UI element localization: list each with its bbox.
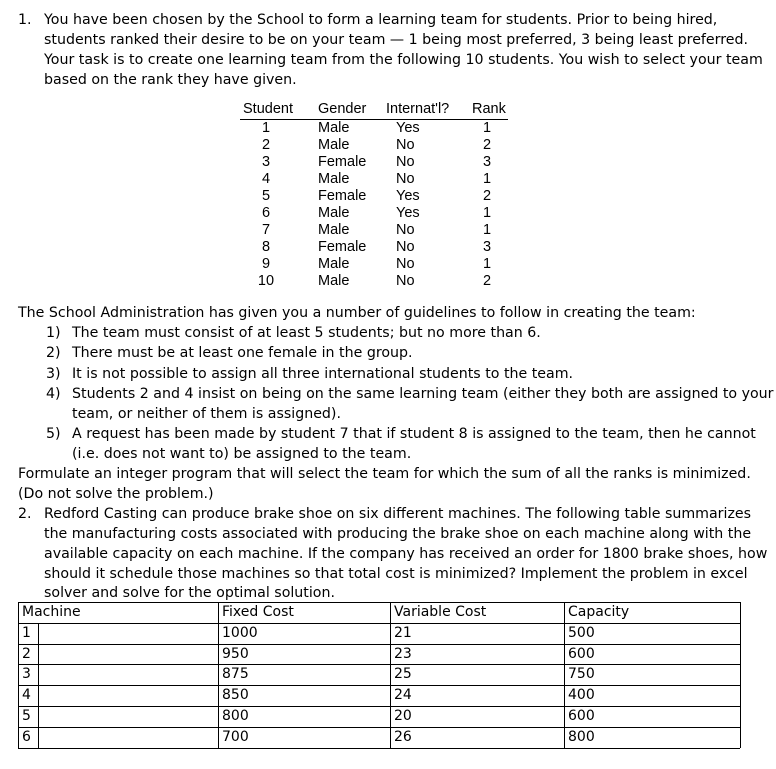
student-gender: Male [318, 171, 350, 187]
machine-table-row-rule [18, 644, 740, 645]
problem-2-text-line-2: the manufacturing costs associated with producing the brake shoe on each machine along with the [44, 526, 752, 542]
student-number: 3 [261, 154, 271, 170]
machine-table-column-rule [564, 602, 565, 748]
student-international: Yes [396, 188, 420, 204]
student-gender: Female [318, 154, 367, 170]
problem-2-number: 2. [18, 506, 32, 522]
student-rank: 2 [482, 137, 492, 153]
problem-2-text-line-4: should it schedule those machines so that total cost is minimized? Implement the problem in excel [44, 566, 748, 582]
problem-2-text-line-3: available capacity on each machine. If the company has received an order for 1800 brake shoes, how [44, 546, 768, 562]
student-table-header-student: Student [243, 101, 293, 117]
problem-2-text-line-5: solver and solve for the optimal solution. [44, 585, 335, 601]
student-rank: 2 [482, 188, 492, 204]
guideline-1-number: 1) [46, 325, 61, 341]
machine-table-column-rule [18, 602, 19, 748]
variable-cost-cell: 21 [394, 624, 412, 641]
machine-table-column-rule [390, 602, 391, 748]
student-gender: Male [318, 273, 350, 289]
student-gender: Male [318, 222, 350, 238]
guideline-2-text: There must be at least one female in the group. [72, 345, 413, 361]
student-rank: 3 [482, 239, 492, 255]
machine-id-cell: 4 [22, 687, 31, 704]
problem-1-text-line-4: based on the rank they have given. [44, 72, 297, 88]
variable-cost-cell: 23 [394, 645, 412, 662]
student-number: 1 [261, 120, 271, 136]
guideline-4-number: 4) [46, 386, 61, 402]
machine-table-header-cell: Capacity [568, 604, 630, 620]
variable-cost-cell: 25 [394, 666, 412, 683]
guideline-4-text-line-1: Students 2 and 4 insist on being on the same learning team (either they both are assigned to your [72, 386, 774, 402]
machine-table-header-cell: Fixed Cost [222, 604, 294, 620]
student-number: 10 [257, 273, 275, 289]
machine-table-row-rule [18, 748, 740, 749]
machine-id-cell: 6 [22, 728, 31, 745]
fixed-cost-cell: 800 [222, 708, 249, 724]
student-number: 8 [261, 239, 271, 255]
student-rank: 1 [482, 256, 492, 272]
capacity-cell: 750 [568, 666, 595, 683]
student-table-header-rank: Rank [472, 101, 506, 117]
guideline-1-text: The team must consist of at least 5 students; but no more than 6. [72, 325, 541, 341]
student-gender: Male [318, 120, 350, 136]
machine-table-header-cell: Machine [22, 604, 81, 620]
machine-table-column-rule [218, 602, 219, 748]
variable-cost-cell: 20 [394, 708, 412, 724]
student-international: No [396, 256, 415, 272]
student-rank: 2 [482, 273, 492, 289]
student-gender: Male [318, 256, 350, 272]
student-table-header-gender: Gender [318, 101, 367, 117]
student-table-header-international: Internat'l? [386, 101, 450, 117]
student-gender: Female [318, 188, 367, 204]
student-international: Yes [396, 205, 420, 221]
machine-table-column-rule [740, 602, 741, 748]
fixed-cost-cell: 950 [222, 645, 249, 662]
problem-1-text-line-1: You have been chosen by the School to form a learning team for students. Prior to being hired, [44, 12, 718, 28]
problem-2-text-line-1: Redford Casting can produce brake shoe on six different machines. The following table summarizes [44, 506, 752, 522]
student-rank: 1 [482, 120, 492, 136]
student-number: 9 [261, 256, 271, 272]
student-international: No [396, 273, 415, 289]
student-rank: 1 [482, 222, 492, 238]
guideline-2-number: 2) [46, 345, 61, 361]
machine-id-cell: 2 [22, 645, 31, 662]
closing-line-2: (Do not solve the problem.) [18, 486, 214, 502]
student-rank: 1 [482, 205, 492, 221]
guideline-5-text-line-2: (i.e. does not want to) be assigned to the team. [72, 446, 412, 462]
problem-1-text-line-3: Your task is to create one learning team from the following 10 students. You wish to select your team [44, 52, 763, 68]
variable-cost-cell: 24 [394, 687, 412, 704]
machine-table-header-cell: Variable Cost [394, 604, 487, 620]
student-international: No [396, 222, 415, 238]
guideline-3-number: 3) [46, 366, 61, 382]
machine-table [18, 602, 740, 750]
guidelines-intro: The School Administration has given you a number of guidelines to follow in creating the team: [18, 305, 696, 321]
student-international: No [396, 137, 415, 153]
student-number: 6 [261, 205, 271, 221]
fixed-cost-cell: 850 [222, 687, 249, 704]
problem-1-number: 1. [18, 12, 32, 28]
variable-cost-cell: 26 [394, 728, 412, 745]
fixed-cost-cell: 875 [222, 666, 249, 683]
machine-table-index-rule [38, 623, 39, 748]
fixed-cost-cell: 700 [222, 728, 249, 745]
student-international: No [396, 239, 415, 255]
student-number: 5 [261, 188, 271, 204]
guideline-4-text-line-2: team, or neither of them is assigned). [72, 406, 341, 422]
guideline-3-text: It is not possible to assign all three international students to the team. [72, 366, 574, 382]
student-rank: 1 [482, 171, 492, 187]
student-number: 7 [261, 222, 271, 238]
machine-id-cell: 5 [22, 708, 31, 724]
student-gender: Male [318, 205, 350, 221]
guideline-5-number: 5) [46, 426, 61, 442]
student-number: 4 [261, 171, 271, 187]
student-rank: 3 [482, 154, 492, 170]
machine-table-row-rule [18, 602, 740, 603]
machine-id-cell: 1 [22, 624, 31, 641]
capacity-cell: 600 [568, 708, 595, 724]
closing-line-1: Formulate an integer program that will select the team for which the sum of all the ranks is minimized. [18, 466, 751, 482]
student-international: No [396, 154, 415, 170]
machine-table-row-rule [18, 685, 740, 686]
machine-table-row-rule [18, 706, 740, 707]
capacity-cell: 400 [568, 687, 595, 704]
student-international: Yes [396, 120, 420, 136]
student-international: No [396, 171, 415, 187]
guideline-5-text-line-1: A request has been made by student 7 that if student 8 is assigned to the team, then he cannot [72, 426, 756, 442]
capacity-cell: 600 [568, 645, 595, 662]
student-gender: Male [318, 137, 350, 153]
fixed-cost-cell: 1000 [222, 624, 258, 641]
machine-table-row-rule [18, 623, 740, 624]
student-number: 2 [261, 137, 271, 153]
machine-table-row-rule [18, 727, 740, 728]
capacity-cell: 500 [568, 624, 595, 641]
problem-1-text-line-2: students ranked their desire to be on your team — 1 being most preferred, 3 being least preferred. [44, 32, 749, 48]
machine-table-row-rule [18, 664, 740, 665]
capacity-cell: 800 [568, 728, 595, 745]
student-gender: Female [318, 239, 367, 255]
machine-id-cell: 3 [22, 666, 31, 683]
